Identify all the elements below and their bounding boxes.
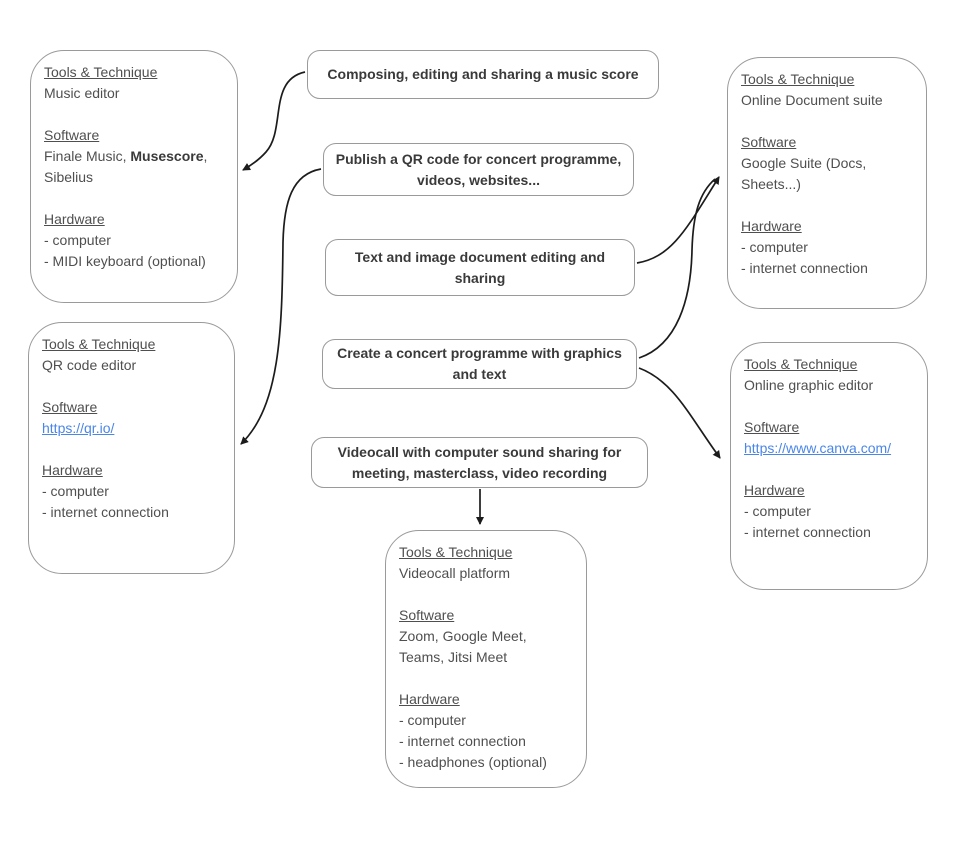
task-label: Text and image document editing and sharing <box>354 248 606 286</box>
software-text: , <box>203 148 208 164</box>
hardware-heading: Hardware <box>42 462 103 478</box>
hardware-item: - internet connection <box>741 260 868 276</box>
hardware-heading: Hardware <box>741 218 802 234</box>
arrow-text-image-to-document-suite <box>637 177 719 263</box>
software-heading: Software <box>44 127 100 143</box>
hardware-item: - computer <box>744 503 811 519</box>
task-box-create-programme <box>322 339 637 389</box>
hardware-item: - internet connection <box>42 504 169 520</box>
software-line <box>744 438 914 459</box>
software-line <box>42 418 221 439</box>
technique-name: Music editor <box>44 85 120 101</box>
software-heading: Software <box>744 419 800 435</box>
hardware-item: - internet connection <box>744 524 871 540</box>
technique-name: Videocall platform <box>399 565 511 581</box>
arrow-composing-to-music-editor <box>243 72 305 170</box>
tool-box-online-graphic-editor <box>730 342 928 590</box>
technique-name: Online graphic editor <box>744 377 874 393</box>
tools-technique-heading: Tools & Technique <box>42 336 156 352</box>
task-box-composing <box>307 50 659 99</box>
task-box-text-image <box>325 239 635 296</box>
hardware-item: - computer <box>44 232 111 248</box>
tools-technique-heading: Tools & Technique <box>399 544 513 560</box>
tool-box-videocall-platform <box>385 530 587 788</box>
technique-name: QR code editor <box>42 357 137 373</box>
software-line: Google Suite (Docs, <box>741 155 867 171</box>
arrow-create-to-graphic-editor <box>639 368 720 458</box>
software-line <box>44 146 224 167</box>
hardware-heading: Hardware <box>744 482 805 498</box>
hardware-item: - computer <box>741 239 808 255</box>
hardware-item: - computer <box>399 712 466 728</box>
task-label: Videocall with computer sound sharing for meeting, masterclass, video recording <box>337 443 622 481</box>
tool-box-online-document-suite <box>727 57 927 309</box>
task-box-videocall <box>311 437 648 488</box>
arrow-publish-to-qr-editor <box>241 169 321 444</box>
task-label: Create a concert programme with graphics and text <box>337 345 622 382</box>
software-line: Sibelius <box>44 169 94 185</box>
software-line: Zoom, Google Meet, <box>399 628 527 644</box>
software-text-bold: Musescore <box>130 148 204 164</box>
canva-link[interactable]: https://www.canva.com/ <box>744 440 892 456</box>
arrow-create-to-document-suite <box>639 179 715 358</box>
software-heading: Software <box>741 134 797 150</box>
task-box-publish-qr <box>323 143 634 196</box>
software-heading: Software <box>399 607 455 623</box>
hardware-heading: Hardware <box>44 211 105 227</box>
qr-io-link[interactable]: https://qr.io/ <box>42 420 115 436</box>
task-label: Publish a QR code for concert programme, videos, websites... <box>335 150 622 188</box>
software-line: Sheets...) <box>741 176 801 192</box>
tool-box-qr-code-editor <box>28 322 235 574</box>
tools-technique-heading: Tools & Technique <box>741 71 855 87</box>
software-line: Teams, Jitsi Meet <box>399 649 508 665</box>
software-heading: Software <box>42 399 98 415</box>
hardware-item: - internet connection <box>399 733 526 749</box>
tools-technique-heading: Tools & Technique <box>744 356 858 372</box>
tools-technique-heading: Tools & Technique <box>44 64 158 80</box>
hardware-item: - headphones (optional) <box>399 754 547 770</box>
hardware-item: - computer <box>42 483 109 499</box>
hardware-heading: Hardware <box>399 691 460 707</box>
task-label: Composing, editing and sharing a music score <box>327 66 639 82</box>
software-text: Finale Music, <box>44 148 131 164</box>
technique-name: Online Document suite <box>741 92 883 108</box>
hardware-item: - MIDI keyboard (optional) <box>44 253 206 269</box>
tool-box-music-editor <box>30 50 238 303</box>
